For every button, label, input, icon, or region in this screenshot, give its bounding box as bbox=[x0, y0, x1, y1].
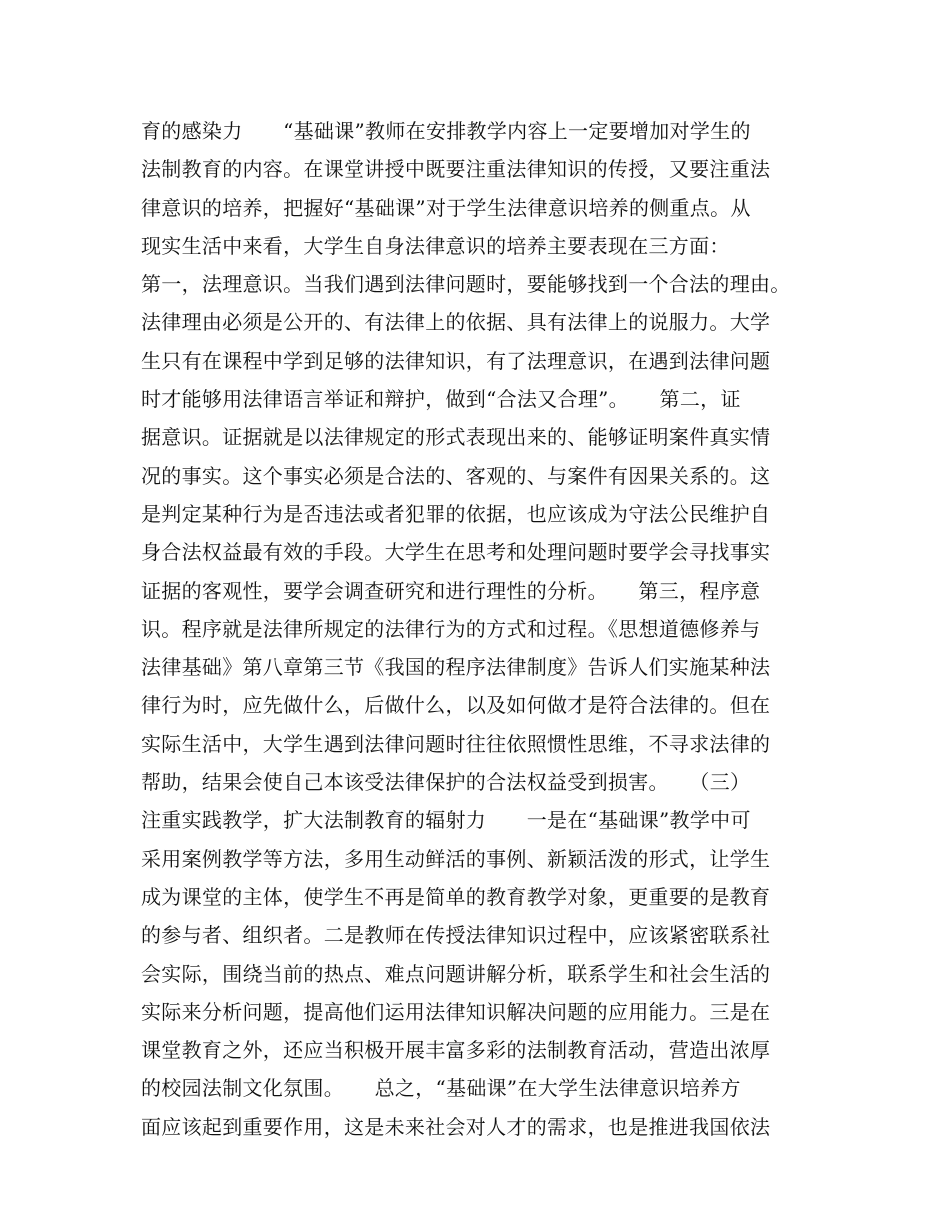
text-line: 采用案例教学等方法，多用生动鲜活的事例、新颖活泼的形式，让学生 bbox=[141, 846, 771, 871]
text-line: 面应该起到重要作用，这是未来社会对人才的需求，也是推进我国依法 bbox=[141, 1114, 771, 1139]
text-line: 现实生活中来看，大学生自身法律意识的培养主要表现在三方面： bbox=[141, 233, 730, 258]
text-line: 时才能够用法律语言举证和辩护，做到“合法又合理”。 第二，证 bbox=[141, 387, 741, 412]
text-line: 成为课堂的主体，使学生不再是简单的教育教学对象，更重要的是教育 bbox=[141, 884, 771, 909]
text-line: 识。程序就是法律所规定的法律行为的方式和过程。《思想道德修养与 bbox=[141, 616, 761, 641]
text-line: 注重实践教学，扩大法制教育的辐射力 一是在“基础课”教学中可 bbox=[141, 808, 751, 833]
text-line: 会实际，围绕当前的热点、难点问题讲解分析，联系学生和社会生活的 bbox=[141, 961, 771, 986]
body-text bbox=[141, 112, 821, 1146]
text-line: 第一，法理意识。当我们遇到法律问题时，要能够找到一个合法的理由。 bbox=[141, 272, 791, 297]
text-line: 生只有在课程中学到足够的法律知识，有了法理意识，在遇到法律问题 bbox=[141, 348, 771, 373]
text-line: 育的感染力 “基础课”教师在安排教学内容上一定要增加对学生的 bbox=[141, 119, 751, 143]
text-line: 况的事实。这个事实必须是合法的、客观的、与案件有因果关系的。这 bbox=[141, 463, 771, 488]
text-line: 证据的客观性，要学会调查研究和进行理性的分析。 第三，程序意 bbox=[141, 578, 761, 603]
text-line: 律意识的培养，把握好“基础课”对于学生法律意识培养的侧重点。从 bbox=[141, 195, 751, 220]
text-line: 的参与者、组织者。二是教师在传授法律知识过程中，应该紧密联系社 bbox=[141, 923, 771, 948]
text-line: 法制教育的内容。在课堂讲授中既要注重法律知识的传授，又要注重法 bbox=[141, 157, 771, 182]
text-line: 是判定某种行为是否违法或者犯罪的依据，也应该成为守法公民维护自 bbox=[141, 501, 771, 526]
text-line: 法律理由必须是公开的、有法律上的依据、具有法律上的说服力。大学 bbox=[141, 310, 771, 335]
text-line: 律行为时，应先做什么，后做什么，以及如何做才是符合法律的。但在 bbox=[141, 693, 771, 718]
text-line: 身合法权益最有效的手段。大学生在思考和处理问题时要学会寻找事实 bbox=[141, 540, 771, 565]
text-line: 法律基础》第八章第三节《我国的程序法律制度》告诉人们实施某种法 bbox=[141, 655, 771, 680]
text-line: 实际生活中，大学生遇到法律问题时往往依照惯性思维，不寻求法律的 bbox=[141, 731, 771, 756]
text-line: 据意识。证据就是以法律规定的形式表现出来的、能够证明案件真实情 bbox=[141, 425, 771, 450]
text-line: 实际来分析问题，提高他们运用法律知识解决问题的应用能力。三是在 bbox=[141, 999, 771, 1024]
text-line: 的校园法制文化氛围。 总之，“基础课”在大学生法律意识培养方 bbox=[141, 1076, 741, 1101]
text-line: 课堂教育之外，还应当积极开展丰富多彩的法制教育活动，营造出浓厚 bbox=[141, 1038, 771, 1063]
text-line: 帮助，结果会使自己本该受法律保护的合法权益受到损害。 （三） bbox=[141, 770, 751, 795]
